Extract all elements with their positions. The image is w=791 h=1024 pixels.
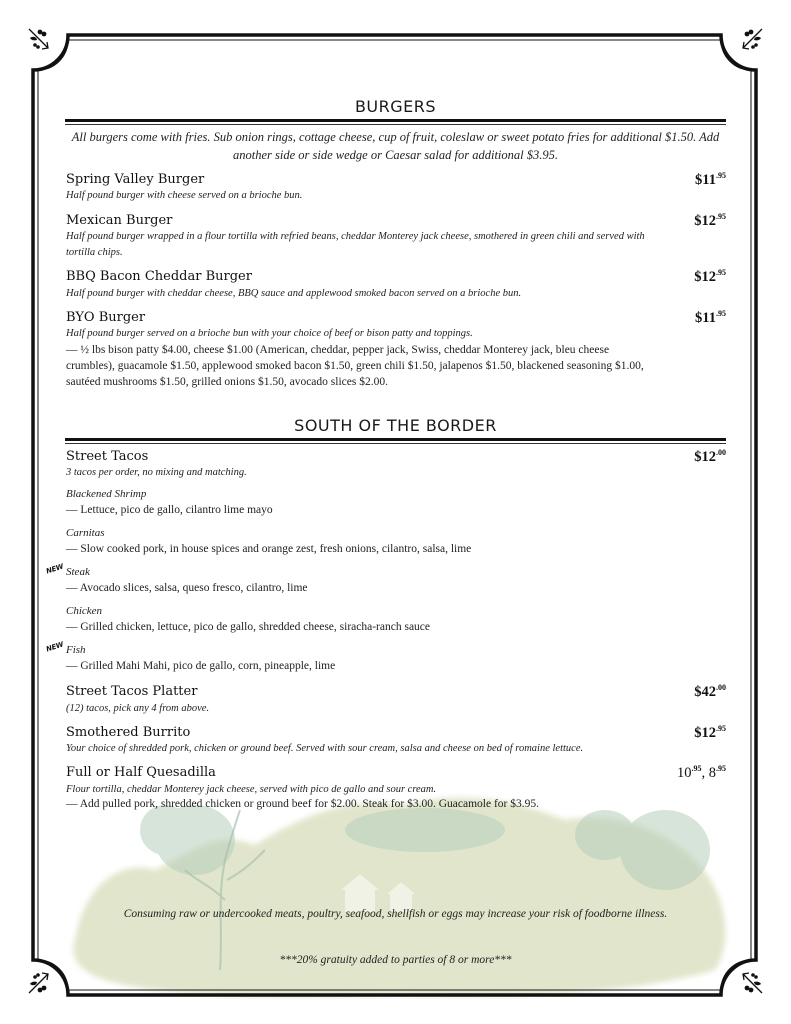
item-price (695, 309, 726, 327)
addons-line: crumbles), guacamole $1.50, applewood smoked bacon $1.50, green chili $1.50, jalapenos $1.50, blackened seasoning $1.00, (66, 360, 644, 372)
price-dollars: $42 (694, 684, 716, 700)
price-cents: .95 (716, 724, 726, 733)
price-half-dollars: , 8 (701, 765, 716, 781)
landscape-illustration (45, 790, 745, 1000)
description-line: Half pound burger wrapped in a flour tortilla with refried beans, cheddar Monterey jack cheese, smothered in green chili and served with (66, 231, 645, 242)
price-cents: .95 (716, 212, 726, 221)
new-badge: NEW (45, 640, 65, 654)
option-name: Fish (66, 644, 86, 656)
price-dollars: $12 (694, 213, 716, 229)
item-name: Smothered Burrito (66, 725, 191, 740)
item-addons: — Add pulled pork, shredded chicken or ground beef for $2.00. Steak for $3.00. Guacamole for $3.95. (66, 798, 539, 810)
price-cents: .00 (716, 448, 726, 457)
option-name: Chicken (66, 605, 103, 617)
price-cents: .00 (716, 683, 726, 692)
item-price (694, 448, 726, 466)
item-description: Flour tortilla, cheddar Monterey jack cheese, served with pico de gallo and sour cream. (66, 784, 437, 795)
item-price (677, 764, 726, 782)
corner-flourish-icon (26, 970, 52, 996)
item-description: Half pound burger with cheese served on a brioche bun. (66, 190, 303, 201)
corner-flourish-icon (26, 26, 52, 52)
item-name: Mexican Burger (66, 213, 173, 228)
price-dollars: $12 (694, 449, 716, 465)
item-name: BYO Burger (66, 310, 146, 325)
corner-flourish-icon (739, 970, 765, 996)
price-dollars: $12 (694, 269, 716, 285)
item-description: (12) tacos, pick any 4 from above. (66, 703, 210, 714)
price-cents: .95 (716, 268, 726, 277)
item-price (695, 171, 726, 189)
item-name: Spring Valley Burger (66, 172, 205, 187)
intro-line: another side or side wedge or Caesar salad for additional $3.95. (233, 148, 558, 162)
item-name: BBQ Bacon Cheddar Burger (66, 269, 252, 284)
item-price (694, 724, 726, 742)
addons-line: sautéed mushrooms $1.50, grilled onions $1.50, avocado slices $2.00. (66, 376, 388, 388)
price-cents: .95 (716, 309, 726, 318)
foodborne-illness-disclaimer: Consuming raw or undercooked meats, poultry, seafood, shellfish or eggs may increase your risk of foodborne illness. (123, 908, 668, 920)
option-description: — Slow cooked pork, in house spices and orange zest, fresh onions, cilantro, salsa, lime (66, 543, 472, 555)
item-name: Street Tacos (66, 449, 149, 464)
option-description: — Lettuce, pico de gallo, cilantro lime mayo (66, 504, 273, 516)
price-dollars: $11 (695, 172, 716, 188)
item-addons (66, 342, 731, 390)
item-description (66, 229, 706, 261)
description-line: tortilla chips. (66, 247, 123, 258)
price-full-cents: .95 (691, 764, 702, 773)
section-divider (65, 438, 726, 445)
option-name: Carnitas (66, 527, 105, 539)
intro-line: All burgers come with fries. Sub onion rings, cottage cheese, cup of fruit, coleslaw or sweet potato fries for additional $1.50. Add (71, 130, 720, 144)
price-dollars: $11 (695, 310, 716, 326)
burgers-intro (65, 128, 726, 164)
gratuity-notice: ***20% gratuity added to parties of 8 or more*** (279, 954, 512, 966)
section-title-burgers: BURGERS (354, 97, 437, 116)
option-name: Steak (66, 566, 90, 578)
price-dollars: $12 (694, 725, 716, 741)
item-price (694, 683, 726, 701)
section-divider (65, 119, 726, 126)
item-description: Half pound burger served on a brioche bun with your choice of beef or bison patty and toppings. (66, 328, 473, 339)
item-description: Half pound burger with cheddar cheese, BBQ sauce and applewood smoked bacon served on a brioche bun. (66, 288, 522, 299)
price-cents: .95 (716, 171, 726, 180)
corner-flourish-icon (739, 26, 765, 52)
item-price (694, 268, 726, 286)
price-half-cents: .95 (716, 764, 726, 773)
item-name: Full or Half Quesadilla (66, 765, 216, 780)
item-name: Street Tacos Platter (66, 684, 198, 699)
option-description: — Grilled chicken, lettuce, pico de gallo, shredded cheese, siracha-ranch sauce (66, 621, 431, 633)
price-full-dollars: 10 (677, 765, 692, 781)
option-name: Blackened Shrimp (66, 488, 147, 500)
item-price (694, 212, 726, 230)
section-title-south-of-the-border: SOUTH OF THE BORDER (294, 416, 497, 435)
option-description: — Avocado slices, salsa, queso fresco, cilantro, lime (66, 582, 308, 594)
new-badge: NEW (45, 562, 65, 576)
item-description: 3 tacos per order, no mixing and matching. (66, 467, 247, 478)
item-description: Your choice of shredded pork, chicken or ground beef. Served with sour cream, salsa and cheese on bed of romaine lettuce. (66, 743, 584, 754)
addons-line: — ½ lbs bison patty $4.00, cheese $1.00 (American, cheddar, pepper jack, Swiss, cheddar Monterey jack, bleu cheese (66, 344, 610, 356)
option-description: — Grilled Mahi Mahi, pico de gallo, corn, pineapple, lime (66, 660, 336, 672)
